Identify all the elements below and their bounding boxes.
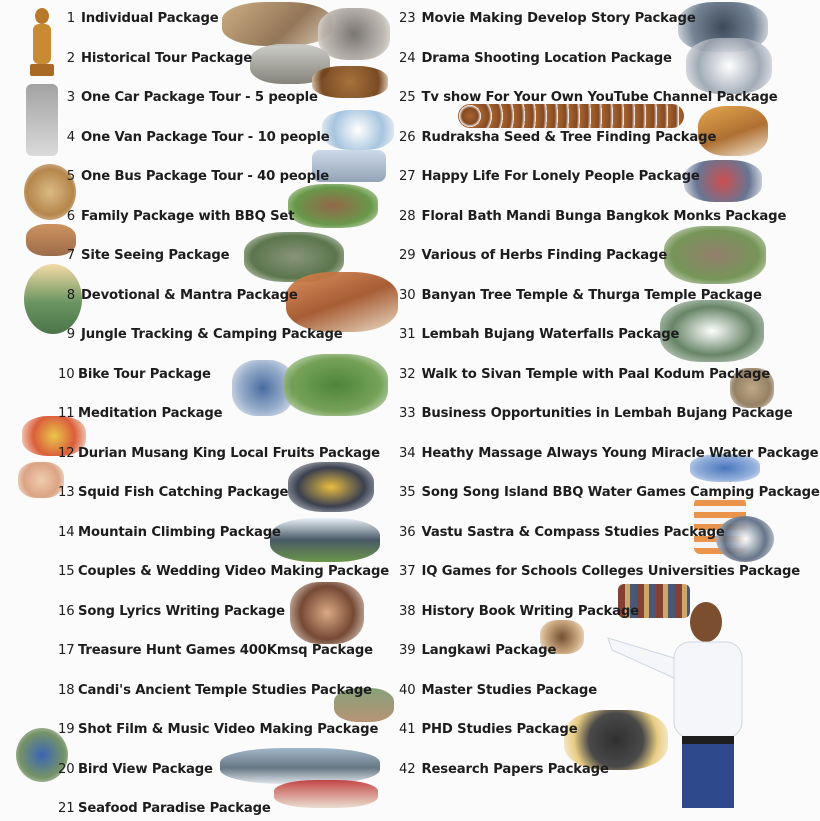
package-list-item (58, 600, 285, 624)
package-list-item (61, 86, 318, 110)
package-label: One Bus Package Tour - 40 people (81, 169, 330, 184)
package-number: 41 (399, 722, 416, 737)
package-number: 23 (399, 11, 416, 26)
package-label: Treasure Hunt Games 400Kmsq Package (78, 643, 373, 658)
package-label: Happy Life For Lonely People Package (421, 169, 700, 184)
package-number: 6 (66, 208, 75, 224)
package-number: 32 (399, 366, 416, 382)
package-label: Vastu Sastra & Compass Studies Package (421, 524, 725, 540)
package-label: Lembah Bujang Waterfalls Package (421, 327, 680, 342)
package-number: 9 (66, 327, 75, 342)
package-label: Heathy Massage Always Young Miracle Water Package (421, 445, 819, 461)
package-list-item (58, 481, 288, 505)
package-label: Site Seeing Package (81, 248, 230, 263)
package-label: Durian Musang King Local Fruits Package (78, 445, 380, 461)
package-number: 12 (58, 445, 75, 461)
package-list-item (399, 323, 679, 347)
mountain-image (270, 518, 380, 562)
package-number: 3 (66, 90, 75, 105)
package-number: 28 (399, 208, 416, 224)
package-number: 42 (399, 761, 416, 777)
ganesha-image (318, 8, 390, 60)
package-number: 36 (399, 524, 416, 540)
package-label: Research Papers Package (421, 761, 609, 777)
package-number: 25 (399, 90, 416, 105)
package-label: One Car Package Tour - 5 people (81, 90, 318, 105)
package-number: 26 (399, 129, 416, 145)
package-label: Floral Bath Mandi Bunga Bangkok Monks Package (421, 208, 787, 224)
package-number: 11 (58, 406, 75, 421)
package-label: Squid Fish Catching Package (78, 485, 289, 500)
package-number: 27 (399, 169, 416, 184)
package-number: 15 (58, 564, 75, 579)
package-number: 40 (399, 682, 416, 698)
package-list-item (399, 165, 700, 189)
package-label: Family Package with BBQ Set (81, 208, 295, 224)
horse-temple-image (222, 2, 332, 46)
package-list-item (399, 442, 818, 466)
package-label: Bike Tour Package (78, 366, 211, 382)
package-list-item (58, 363, 211, 387)
package-list-item (61, 205, 294, 229)
package-list-item (399, 284, 762, 308)
package-label: Business Opportunities in Lembah Bujang Package (421, 406, 793, 421)
package-list-item (58, 521, 281, 545)
temple-garden-image (664, 226, 766, 284)
package-list-item (61, 244, 229, 268)
package-label: Walk to Sivan Temple with Paal Kodum Package (421, 366, 771, 382)
rudraksha-pile-image (312, 66, 388, 98)
package-number: 21 (58, 801, 75, 816)
package-number: 33 (399, 406, 416, 421)
van-image (322, 110, 394, 150)
package-label: IQ Games for Schools Colleges Universities Package (421, 564, 801, 579)
package-list-item (61, 47, 252, 71)
package-list-item (399, 521, 725, 545)
package-number: 13 (58, 485, 75, 500)
package-label: Song Song Island BBQ Water Games Camping Package (421, 485, 820, 500)
package-label: Candi's Ancient Temple Studies Package (78, 682, 372, 698)
package-number: 17 (58, 643, 75, 658)
stone-pillar-image (26, 84, 58, 156)
package-number: 24 (399, 50, 416, 66)
package-list-item (61, 165, 329, 189)
fishing-image (288, 462, 374, 512)
bird-view-image (220, 748, 380, 784)
package-list-item (58, 758, 213, 782)
package-number: 19 (58, 722, 75, 737)
package-number: 14 (58, 524, 75, 540)
house-image (274, 780, 378, 808)
package-list-item (61, 284, 298, 308)
package-list-item (399, 205, 786, 229)
package-label: Shot Film & Music Video Making Package (78, 722, 379, 737)
package-label: Mountain Climbing Package (78, 524, 281, 540)
package-number: 1 (66, 11, 75, 26)
package-label: Jungle Tracking & Camping Package (81, 327, 343, 342)
package-number: 18 (58, 682, 75, 698)
jungle-image (284, 354, 388, 416)
package-list-item (61, 126, 330, 150)
package-label: Couples & Wedding Video Making Package (78, 564, 390, 579)
package-label: Tv show For Your Own YouTube Channel Package (421, 90, 778, 105)
package-label: Drama Shooting Location Package (421, 50, 672, 66)
package-list-item (61, 323, 343, 347)
package-list-item (58, 560, 389, 584)
package-number: 20 (58, 761, 75, 777)
package-label: PHD Studies Package (421, 722, 578, 737)
package-list-item (58, 797, 271, 821)
package-list-item (399, 718, 578, 742)
package-list-item (399, 758, 609, 782)
package-label: Individual Package (81, 11, 219, 26)
package-number: 38 (399, 603, 416, 619)
package-number: 5 (66, 169, 75, 184)
package-list-item (399, 600, 639, 624)
package-label: Song Lyrics Writing Package (78, 603, 285, 619)
package-list-item (58, 402, 222, 426)
package-label: Meditation Package (78, 406, 223, 421)
package-label: Seafood Paradise Package (78, 801, 271, 816)
package-list-item (399, 7, 696, 31)
package-label: Langkawi Package (421, 643, 557, 658)
package-list-item (399, 560, 800, 584)
man-portrait-image (588, 598, 768, 808)
package-number: 10 (58, 366, 75, 382)
package-label: History Book Writing Package (421, 603, 639, 619)
package-list-item (399, 402, 793, 426)
package-number: 2 (66, 50, 75, 66)
package-list-item (58, 442, 380, 466)
package-number: 7 (66, 248, 75, 263)
package-number: 31 (399, 327, 416, 342)
package-list-item (399, 363, 770, 387)
garden-image (288, 184, 378, 228)
package-label: Banyan Tree Temple & Thurga Temple Package (421, 287, 762, 303)
package-label: One Van Package Tour - 10 people (81, 129, 330, 145)
package-label: Various of Herbs Finding Package (421, 248, 668, 263)
package-label: Rudraksha Seed & Tree Finding Package (421, 129, 717, 145)
package-label: Historical Tour Package (81, 50, 253, 66)
package-list-item (58, 639, 373, 663)
package-list-item (399, 481, 820, 505)
package-list-item (399, 47, 672, 71)
package-number: 39 (399, 643, 416, 658)
package-label: Bird View Package (78, 761, 213, 777)
package-list-item (399, 639, 556, 663)
package-number: 29 (399, 248, 416, 263)
package-list-item (58, 718, 378, 742)
package-number: 30 (399, 287, 416, 303)
package-number: 35 (399, 485, 416, 500)
package-number: 8 (66, 287, 75, 303)
package-number: 4 (66, 129, 75, 145)
package-list-item (399, 86, 778, 110)
package-list-item (61, 7, 219, 31)
package-label: Movie Making Develop Story Package (421, 11, 696, 26)
statue-image (22, 2, 62, 80)
package-number: 37 (399, 564, 416, 579)
package-list-item (399, 126, 716, 150)
package-list-item (399, 679, 597, 703)
package-number: 16 (58, 603, 75, 619)
package-list-item (399, 244, 667, 268)
package-label: Devotional & Mantra Package (81, 287, 298, 303)
package-list-item (58, 679, 372, 703)
package-label: Master Studies Package (421, 682, 598, 698)
singer-image (290, 582, 364, 644)
package-number: 34 (399, 445, 416, 461)
